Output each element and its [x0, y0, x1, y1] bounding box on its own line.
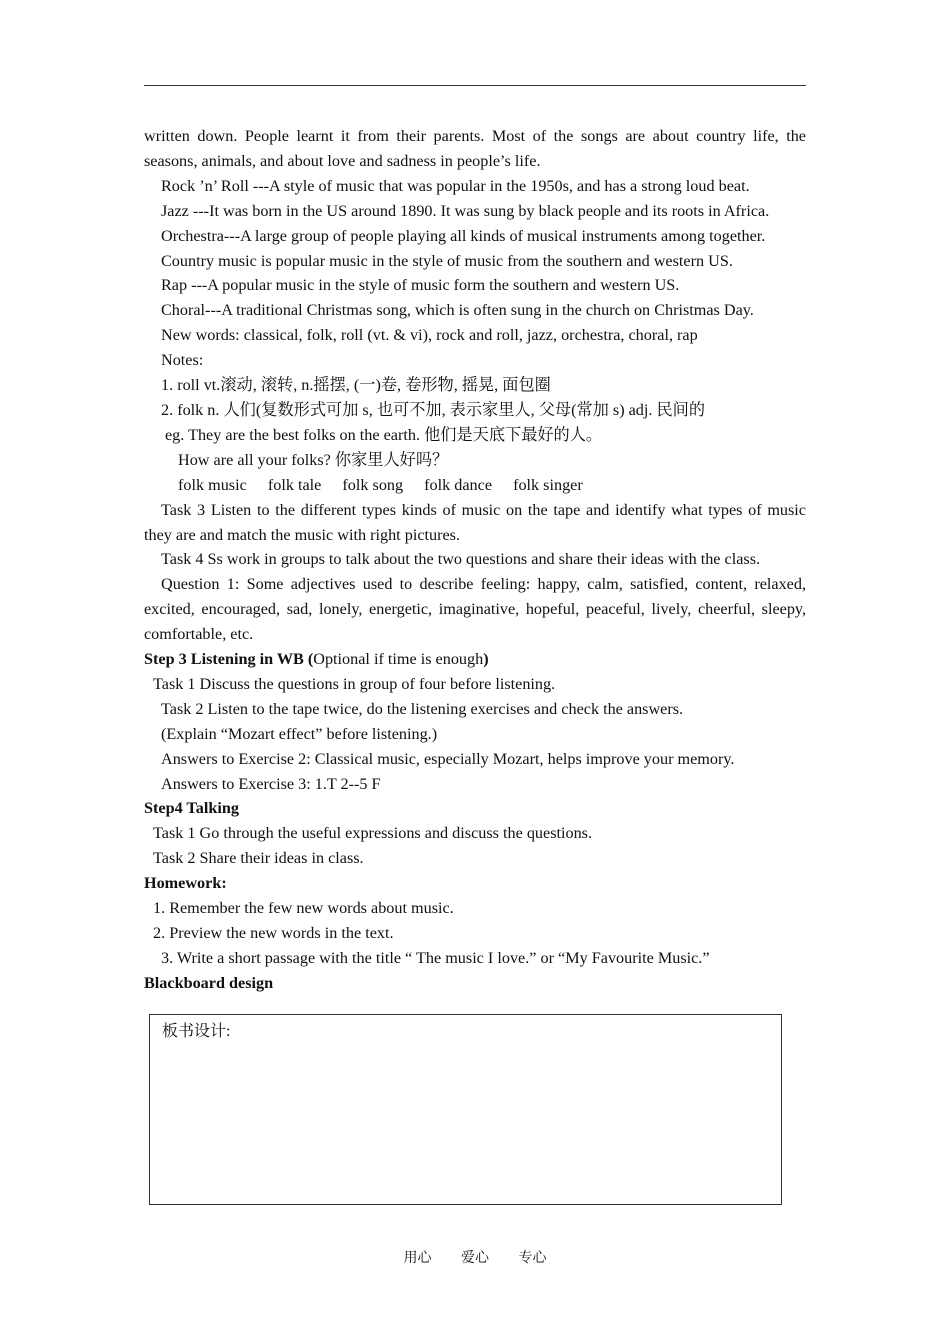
folk-word: folk dance	[424, 475, 493, 494]
folk-word-list	[144, 473, 806, 498]
rock-definition: Rock ’n’ Roll ---A style of music that was popular in the 1950s, and has a strong loud beat.	[161, 176, 750, 195]
jazz-definition: Jazz ---It was born in the US around 1890. It was sung by black people and its roots in Africa.	[161, 201, 770, 220]
blackboard-box-label: 板书设计:	[162, 1023, 231, 1040]
notes-heading: Notes:	[161, 351, 204, 370]
note-folk: 2. folk n. 人们(复数形式可加 s, 也可不加, 表示家里人, 父母(常加 s) adj. 民间的	[161, 400, 706, 419]
footer-word: 专心	[518, 1251, 547, 1266]
step4-task2: Task 2 Share their ideas in class.	[153, 849, 364, 868]
question1-paragraph: Question 1: Some adjectives used to describe feeling: happy, calm, satisfied, content, relaxed, excited, encouraged, sad, lonely, energetic, imaginative, hopeful, peaceful, lively, cheerful, sleepy, comfortable, etc.	[144, 575, 806, 644]
folk-word: folk music	[178, 475, 247, 494]
step3-task1: Task 1 Discuss the questions in group of four before listening.	[153, 674, 556, 693]
homework-item-1: 1. Remember the few new words about music.	[153, 899, 454, 918]
homework-item-2: 2. Preview the new words in the text.	[153, 924, 394, 942]
footer-word: 爱心	[461, 1251, 489, 1266]
homework-item-3: 3. Write a short passage with the title “ The music I love.” or “My Favourite Music.”	[161, 948, 710, 967]
footer-word: 用心	[403, 1251, 432, 1266]
step3-optional-note: Optional if time is enough	[313, 650, 484, 669]
step3-heading: Step 3 Listening in WB (Optional if time is enough)	[144, 650, 489, 669]
folk-word: folk singer	[513, 475, 583, 494]
header-rule	[144, 85, 806, 86]
step3-answer3: Answers to Exercise 3: 1.T 2--5 F	[161, 774, 381, 793]
folk-word: folk song	[342, 475, 404, 494]
orchestra-definition: Orchestra---A large group of people playing all kinds of musical instruments among together.	[161, 226, 766, 245]
folk-example: eg. They are the best folks on the earth. 他们是天底下最好的人。	[165, 425, 603, 444]
folk-example-question: How are all your folks? 你家里人好吗？	[178, 450, 449, 469]
choral-definition: Choral---A traditional Christmas song, which is often sung in the church on Christmas Day.	[161, 301, 754, 320]
step3-task2: Task 2 Listen to the tape twice, do the listening exercises and check the answers.	[161, 699, 684, 718]
step3-explain: (Explain “Mozart effect” before listening.)	[161, 724, 438, 743]
folk-word: folk tale	[267, 475, 322, 494]
task3-paragraph: Task 3 Listen to the different types kinds of music on the tape and identify what types of music they are and match the music with right pictures.	[144, 500, 806, 544]
blackboard-heading: Blackboard design	[144, 973, 274, 992]
step4-task1: Task 1 Go through the useful expressions and discuss the questions.	[153, 824, 593, 843]
step3-answer2: Answers to Exercise 2: Classical music, especially Mozart, helps improve your memory.	[161, 749, 735, 768]
page-footer	[0, 1247, 950, 1267]
homework-heading: Homework:	[144, 874, 227, 893]
rap-definition: Rap ---A popular music in the style of music form the southern and western US.	[161, 276, 680, 295]
note-roll: 1. roll vt.滚动, 滚转, n.摇摆, (一)卷, 卷形物, 摇晃, 面包圈	[161, 376, 551, 395]
blackboard-design-box	[149, 1014, 782, 1205]
document-body	[144, 124, 806, 996]
task4-paragraph: Task 4 Ss work in groups to talk about the two questions and share their ideas with the class.	[161, 550, 761, 569]
country-definition: Country music is popular music in the style of music from the southern and western US.	[161, 251, 733, 270]
step4-heading: Step4 Talking	[144, 799, 239, 818]
folk-description-paragraph: written down. People learnt it from their parents. Most of the songs are about country life, the seasons, animals, and about love and sadness in people’s life.	[144, 127, 806, 170]
new-words-line: New words: classical, folk, roll (vt. & vi), rock and roll, jazz, orchestra, choral, rap	[161, 326, 698, 345]
